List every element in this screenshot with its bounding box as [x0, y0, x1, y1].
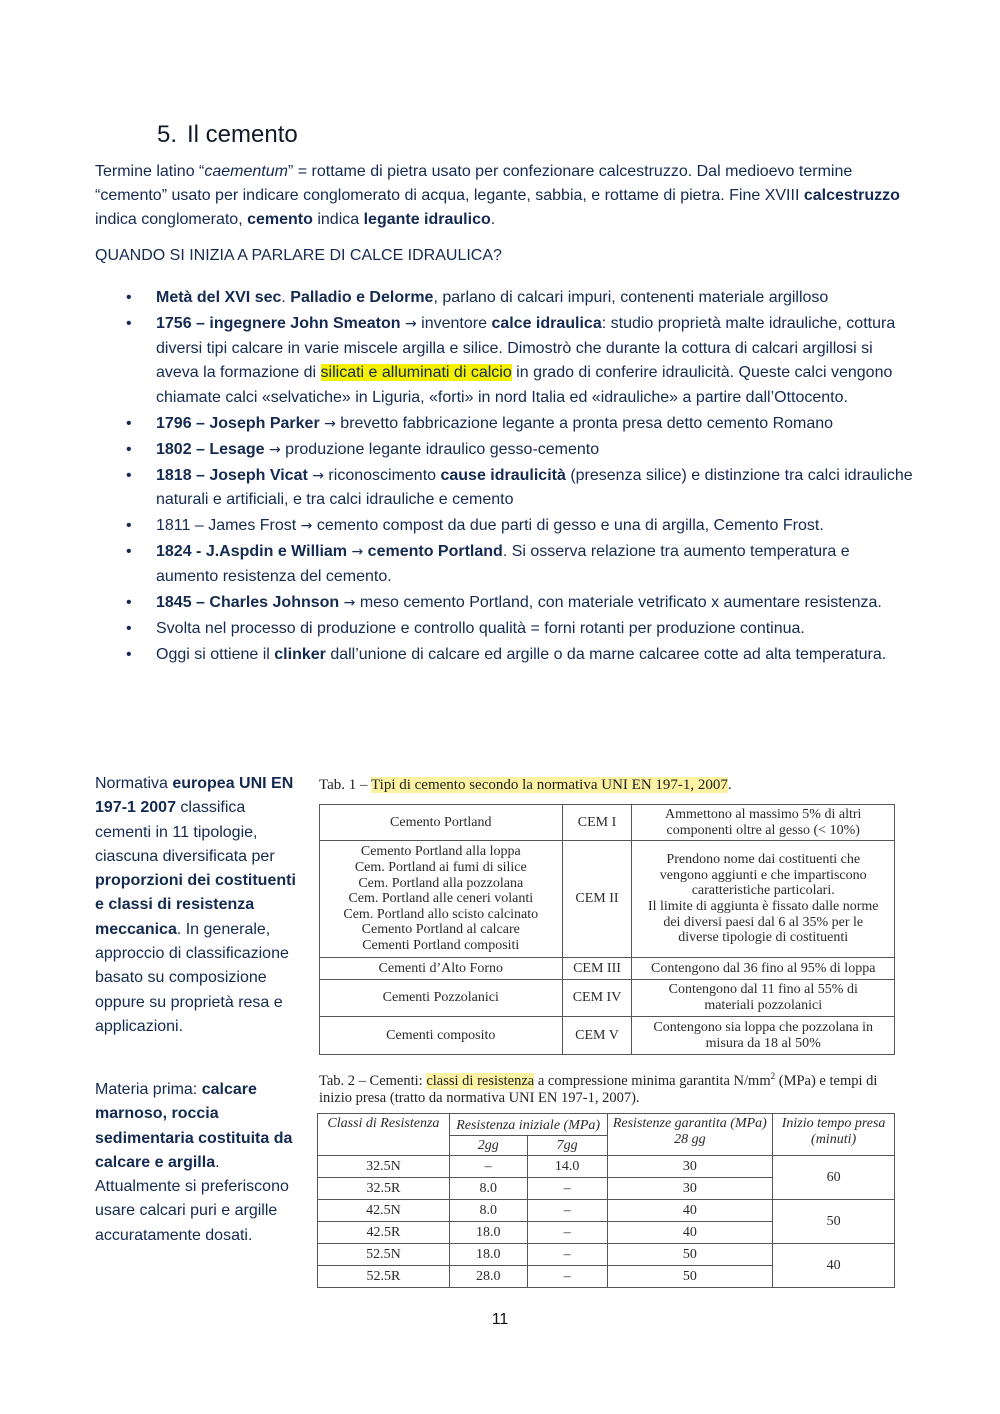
- table-row: [318, 1156, 895, 1178]
- list-item: • 1811 – James Frost → cemento compost da due parti di gesso e una di argilla, Cemento Frost.: [156, 514, 916, 539]
- cell-d7: –: [527, 1222, 607, 1244]
- cell-d28: 50: [607, 1266, 773, 1288]
- header-resistenza-iniziale: Resistenza iniziale (MPa): [449, 1114, 607, 1136]
- cement-types-table: [319, 804, 895, 1055]
- history-list: [156, 286, 916, 669]
- arrow-icon: →: [312, 467, 324, 484]
- cement-description-cell: Contengono dal 11 fino al 55% di materiali pozzolanici: [632, 980, 895, 1017]
- cell-d2: 8.0: [449, 1178, 527, 1200]
- table-row: [320, 980, 895, 1017]
- section-heading: [157, 121, 298, 149]
- cell-d28: 50: [607, 1244, 773, 1266]
- cell-cls: 42.5N: [318, 1200, 450, 1222]
- header-7gg: 7gg: [527, 1136, 607, 1156]
- intro-text: ” = rottame di pietra usato per confezionare calcestruzzo. Dal medioevo termine “cemento” usato per indicare conglomerato di acqua, legante, sabbia, e rottame di pietra. Fine XVIII: [95, 163, 853, 204]
- cell-d2: 28.0: [449, 1266, 527, 1288]
- list-item: • Svolta nel processo di produzione e controllo qualità = forni rotanti per produzione continua.: [156, 617, 916, 642]
- resistance-classes-table: [317, 1113, 895, 1288]
- cell-cls: 32.5N: [318, 1156, 450, 1178]
- intro-text: indica: [312, 211, 364, 228]
- cement-name-cell: Cementi composito: [320, 1017, 563, 1055]
- table-row: [320, 1017, 895, 1055]
- cement-description-cell: Contengono dal 36 fino al 95% di loppa: [632, 958, 895, 980]
- list-item: • 1756 – ingegnere John Smeaton → inventore calce idraulica: studio proprietà malte idrauliche, cottura diversi tipi calcare in varie miscele argilla e silice. Dimostrò che durante la cottura di calcari argillosi si aveva la formazione di silicati e alluminati di calcio in grado di conferire idraulicità. Queste calci vengono chiamate calci «selvatiche» in Liguria, «forti» in nord Italia ed «idrauliche» a partire dall’Ottocento.: [156, 312, 916, 410]
- cell-d2: 8.0: [449, 1200, 527, 1222]
- cell-cls: 42.5R: [318, 1222, 450, 1244]
- intro-text: .: [490, 211, 496, 228]
- cell-presa: 50: [773, 1200, 895, 1244]
- cell-d28: 40: [607, 1222, 773, 1244]
- cement-description-cell: Contengono sia loppa che pozzolana in misura da 18 al 50%: [632, 1017, 895, 1055]
- cement-description-cell: Ammettono al massimo 5% di altri componenti oltre al gesso (< 10%): [632, 805, 895, 841]
- cem-code-cell: CEM I: [562, 805, 632, 841]
- list-item: • 1818 – Joseph Vicat → riconoscimento cause idraulicità (presenza silice) e distinzione tra calci idrauliche naturali e artificiali, e tra calci idrauliche e cemento: [156, 464, 916, 513]
- intro-bold: legante idraulico: [363, 211, 491, 228]
- list-item: • 1796 – Joseph Parker → brevetto fabbricazione legante a pronta presa detto cemento Romano: [156, 412, 916, 437]
- cem-code-cell: CEM II: [562, 841, 632, 958]
- arrow-icon: →: [404, 316, 417, 332]
- cell-d7: –: [527, 1266, 607, 1288]
- cell-d7: –: [527, 1178, 607, 1200]
- cell-d7: –: [527, 1200, 607, 1222]
- table-row: [320, 805, 895, 841]
- cement-name-cell: Cemento Portland alla loppa Cem. Portland ai fumi di silice Cem. Portland alla pozzolana Cem. Portland alle ceneri volanti Cem. Portland allo scisto calcinato Cemento Portland al calcare Cementi Portland compositi: [320, 841, 563, 958]
- intro-latin-term: caementum: [204, 163, 288, 180]
- cell-d2: –: [449, 1156, 527, 1178]
- table-row: [318, 1200, 895, 1222]
- arrow-icon: →: [343, 594, 356, 611]
- cem-code-cell: CEM IV: [562, 980, 632, 1017]
- cell-d2: 18.0: [449, 1244, 527, 1266]
- header-resistenza-garantita: Resistenze garantita (MPa) 28 gg: [607, 1114, 773, 1156]
- table-row: [320, 841, 895, 958]
- highlighted-text: silicati e alluminati di calcio: [320, 364, 512, 381]
- cem-code-cell: CEM V: [562, 1017, 632, 1055]
- header-classi: Classi di Resistenza: [318, 1114, 450, 1156]
- cell-presa: 60: [773, 1156, 895, 1200]
- cell-cls: 52.5N: [318, 1244, 450, 1266]
- normativa-paragraph: Normativa europea UNI EN 197-1 2007 classifica cementi in 11 tipologie, ciascuna diversificata per proporzioni dei costituenti e classi di resistenza meccanica. In generale, approccio di classificazione basato su composizione oppure su proprietà resa e applicazioni.: [95, 775, 296, 1035]
- intro-bold: cemento: [247, 211, 313, 228]
- cement-name-cell: Cemento Portland: [320, 805, 563, 841]
- cell-d28: 30: [607, 1156, 773, 1178]
- cell-d28: 30: [607, 1178, 773, 1200]
- arrow-icon: →: [351, 544, 364, 560]
- page-number: 11: [491, 1311, 509, 1328]
- table1-caption: Tab. 1 – Tipi di cemento secondo la normativa UNI EN 197-1, 2007.: [319, 777, 732, 793]
- list-item: • Metà del XVI sec. Palladio e Delorme, parlano di calcari impuri, contenenti materiale argilloso: [156, 286, 916, 311]
- intro-bold: calcestruzzo: [803, 187, 900, 204]
- table-row: [318, 1244, 895, 1266]
- list-item: • 1824 - J.Aspdin e William → cemento Portland. Si osserva relazione tra aumento temperatura e aumento resistenza del cemento.: [156, 540, 916, 589]
- cement-name-cell: Cementi d’Alto Forno: [320, 958, 563, 980]
- arrow-icon: →: [268, 441, 281, 458]
- list-item: • 1845 – Charles Johnson → meso cemento Portland, con materiale vetrificato x aumentare resistenza.: [156, 591, 916, 616]
- cell-d7: –: [527, 1244, 607, 1266]
- intro-paragraph: [95, 160, 915, 232]
- header-2gg: 2gg: [449, 1136, 527, 1156]
- section-number: 5.: [157, 121, 178, 148]
- table2-caption: Tab. 2 – Cementi: classi di resistenza a compressione minima garantita $N/mm^2$ (MPa) e tempi di inizio presa (tratto da normativa UNI EN 197-1, 2007).: [319, 1071, 878, 1106]
- cell-cls: 52.5R: [318, 1266, 450, 1288]
- cell-cls: 32.5R: [318, 1178, 450, 1200]
- intro-text: indica conglomerato,: [95, 211, 248, 228]
- cell-presa: 40: [773, 1244, 895, 1288]
- cement-name-cell: Cementi Pozzolanici: [320, 980, 563, 1017]
- arrow-icon: →: [300, 518, 313, 534]
- cell-d28: 40: [607, 1200, 773, 1222]
- list-item: • Oggi si ottiene il clinker dall’unione di calcare ed argille o da marne calcaree cotte ad alta temperatura.: [156, 643, 916, 668]
- cell-d2: 18.0: [449, 1222, 527, 1244]
- cem-code-cell: CEM III: [562, 958, 632, 980]
- table-row: [320, 958, 895, 980]
- intro-text: Termine latino “: [95, 163, 205, 180]
- list-item: • 1802 – Lesage → produzione legante idraulico gesso-cemento: [156, 438, 916, 463]
- cell-d7: 14.0: [527, 1156, 607, 1178]
- cement-description-cell: Prendono nome dai costituenti che vengono aggiunti e che impartiscono caratteristiche particolari. Il limite di aggiunta è fissato dalle norme dei diversi paesi dal 6 al 35% per le diverse tipologie di costituenti: [632, 841, 895, 958]
- header-inizio-presa: Inizio tempo presa (minuti): [773, 1114, 895, 1156]
- question-line: QUANDO SI INIZIA A PARLARE DI CALCE IDRAULICA?: [95, 247, 502, 264]
- section-title: Il cemento: [187, 121, 298, 148]
- arrow-icon: →: [324, 415, 336, 432]
- materia-prima-paragraph: Materia prima: calcare marnoso, roccia sedimentaria costituita da calcare e argilla. Attualmente si preferiscono usare calcari puri e argille accuratamente dosati.: [95, 1081, 293, 1244]
